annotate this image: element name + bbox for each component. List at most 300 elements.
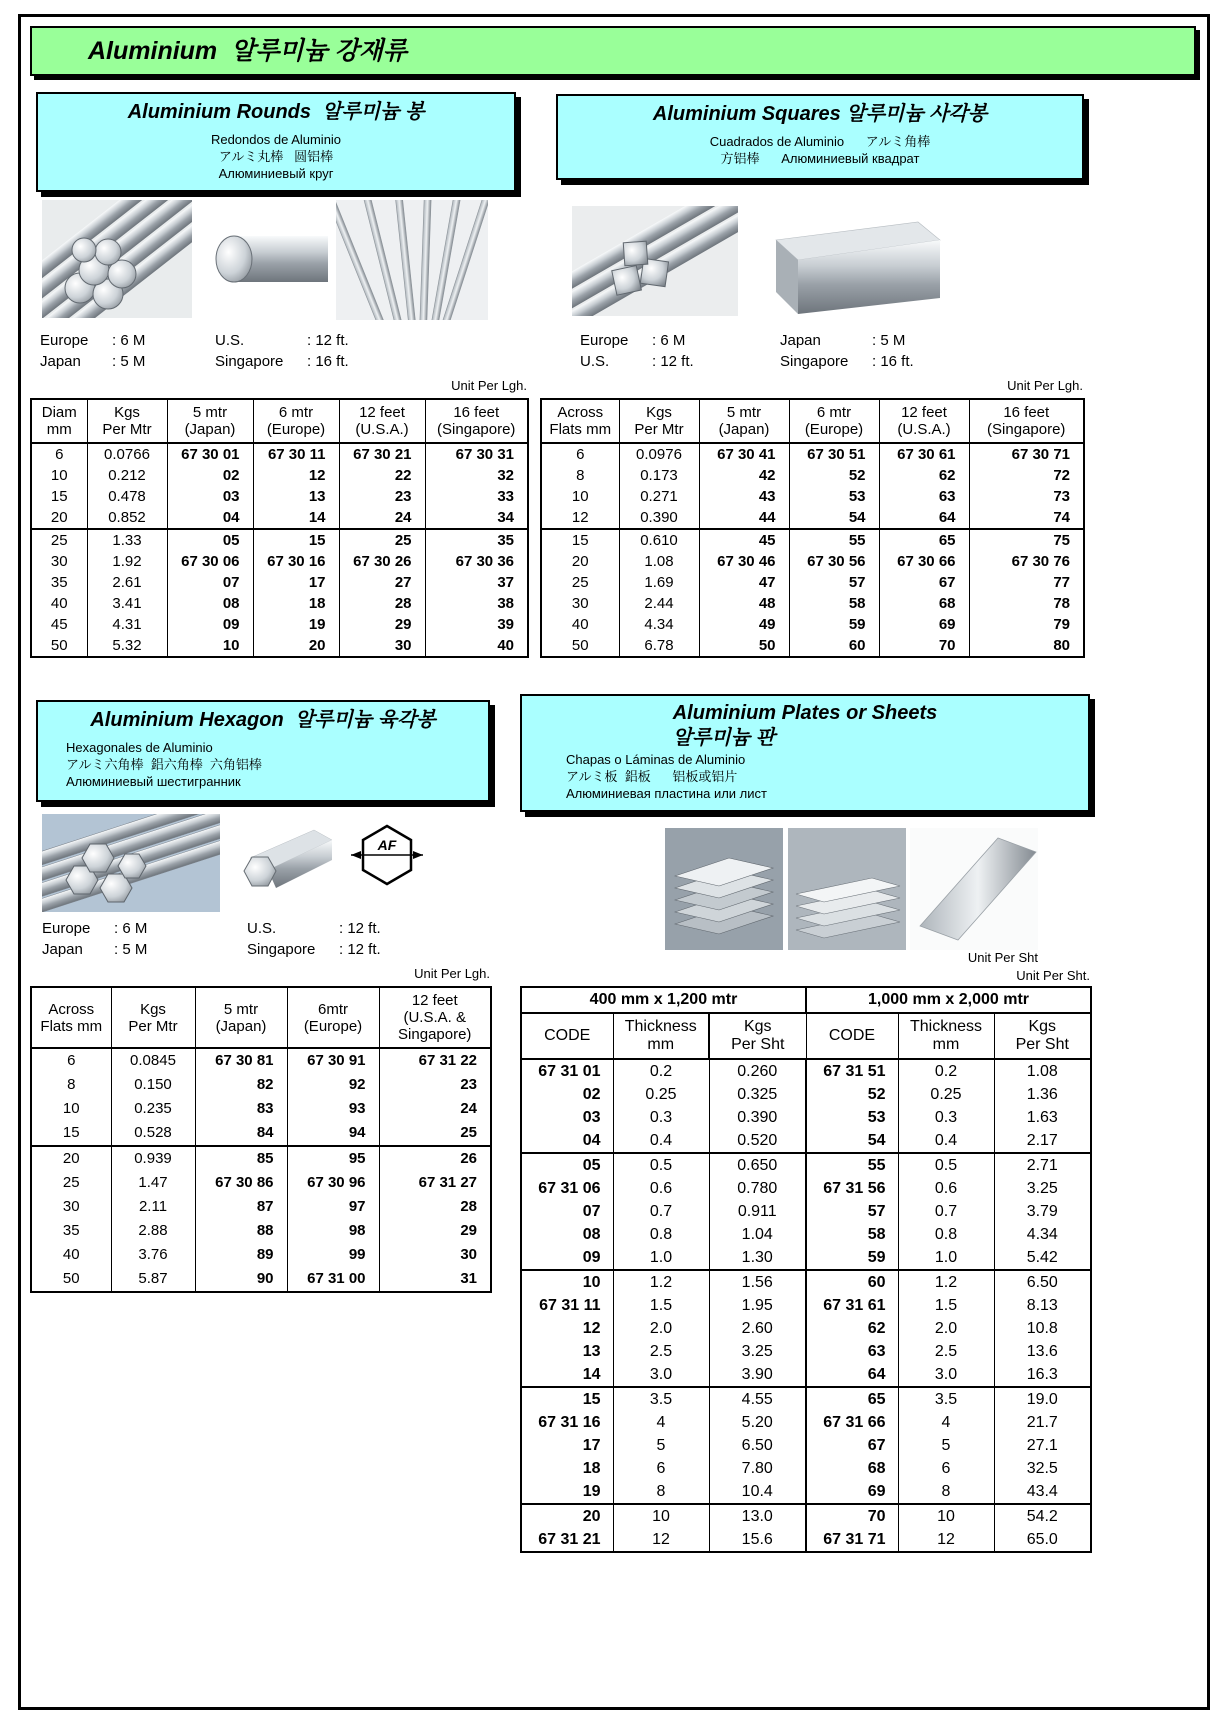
hexagon-section-header [36, 700, 490, 802]
rounds-subtitle-spanish: Redondos de Aluminio [210, 132, 342, 147]
table-row [521, 1153, 1091, 1177]
size-cell: 25 [62, 1174, 80, 1191]
squares-title: Aluminium Squares 알루미늄 사각봉 [652, 103, 988, 125]
code-cell: 33 [425, 486, 528, 507]
kgs-cell: 1.08 [994, 1059, 1091, 1083]
table-row [31, 572, 528, 593]
code-cell: 90 [195, 1267, 287, 1292]
code-cell: 97 [287, 1195, 379, 1219]
squares-photo-bundle [572, 206, 738, 316]
kgs-cell: 2.88 [111, 1219, 195, 1243]
plates-unit-note: Unit Per Sht. [1016, 968, 1090, 983]
length-value: : 16 ft. [307, 353, 349, 370]
sheet-size-header: 1,000 mm x 2,000 mtr [806, 987, 1091, 1013]
table-row [541, 572, 1084, 593]
diam-cell: 45 [50, 616, 68, 633]
hexagon-unit-note: Unit Per Lgh. [414, 966, 490, 981]
page-title-banner [30, 26, 1196, 76]
thickness-cell: 0.25 [898, 1083, 994, 1106]
table-row [31, 443, 528, 465]
table-row [31, 1048, 491, 1073]
code-cell: 67 30 26 [339, 551, 425, 572]
kgs-cell: 0.390 [619, 507, 699, 529]
table-row [31, 1073, 491, 1097]
thickness-cell: 8 [898, 1480, 994, 1504]
kgs-cell: 0.911 [709, 1200, 806, 1223]
kgs-cell: 0.390 [709, 1106, 806, 1129]
column-header: 6mtr (Europe) [287, 987, 379, 1048]
thickness-cell: 12 [613, 1528, 709, 1552]
thickness-cell: 3.0 [898, 1363, 994, 1387]
code-cell: 93 [287, 1097, 379, 1121]
kgs-cell: 0.150 [111, 1073, 195, 1097]
table-row [521, 1411, 1091, 1434]
table-row [31, 529, 528, 551]
length-value: : 5 M [872, 332, 906, 349]
kgs-cell: 2.17 [994, 1129, 1091, 1153]
length-value: : 6 M [112, 332, 146, 349]
code-cell: 98 [287, 1219, 379, 1243]
kgs-cell: 0.520 [709, 1129, 806, 1153]
kgs-cell: 0.0845 [111, 1048, 195, 1073]
code-cell: 89 [195, 1243, 287, 1267]
length-line [780, 351, 914, 372]
code-cell: 38 [425, 593, 528, 614]
diam-cell: 25 [31, 529, 87, 551]
rounds-table-body [31, 443, 528, 657]
thickness-cell: 0.2 [613, 1059, 709, 1083]
code-cell: 70 [879, 635, 969, 657]
code-cell: 62 [806, 1317, 898, 1340]
rounds-table-header-row [31, 399, 528, 443]
table-row [521, 1059, 1091, 1083]
plates-table-header-row [521, 1013, 1091, 1059]
column-header: 5 mtr (Japan) [195, 987, 287, 1048]
table-row [31, 551, 528, 572]
rounds-photo-bar [200, 206, 328, 314]
code-cell: 09 [582, 1249, 601, 1266]
code-cell: 54 [806, 1129, 898, 1153]
kgs-cell: 1.92 [87, 551, 167, 572]
kgs-cell: 1.63 [994, 1106, 1091, 1129]
squares-table-body [541, 443, 1084, 657]
length-value: : 6 M [652, 332, 686, 349]
code-cell: 67 30 41 [699, 443, 789, 465]
table-row [521, 1480, 1091, 1504]
length-label: Singapore [215, 353, 284, 370]
code-cell: 31 [379, 1267, 491, 1292]
plates-section-header [520, 694, 1090, 812]
length-column [580, 330, 780, 372]
size-cell: 6 [576, 446, 585, 463]
rounds-subtitle-japanese-chinese: アルミ丸棒 圆铝棒 [218, 149, 334, 164]
code-cell: 37 [425, 572, 528, 593]
kgs-cell: 3.76 [111, 1243, 195, 1267]
column-header: 6 mtr (Europe) [253, 399, 339, 443]
column-header: Across Flats mm [541, 399, 619, 443]
thickness-cell: 1.0 [898, 1246, 994, 1270]
thickness-cell: 0.25 [613, 1083, 709, 1106]
thickness-cell: 5 [898, 1434, 994, 1457]
kgs-cell: 4.31 [87, 614, 167, 635]
kgs-cell: 3.90 [709, 1363, 806, 1387]
table-row [541, 551, 1084, 572]
code-cell: 67 30 46 [699, 551, 789, 572]
thickness-cell: 0.3 [613, 1106, 709, 1129]
code-cell: 10 [521, 1270, 613, 1294]
code-cell: 26 [379, 1146, 491, 1171]
diam-cell: 30 [50, 553, 68, 570]
kgs-cell: 21.7 [994, 1411, 1091, 1434]
code-cell: 28 [379, 1195, 491, 1219]
thickness-cell: 4 [613, 1411, 709, 1434]
column-header: 16 feet (Singapore) [969, 399, 1084, 443]
length-column [42, 918, 247, 960]
rounds-photo-rods-fan [336, 200, 488, 320]
table-row [31, 1195, 491, 1219]
length-value: : 5 M [114, 941, 148, 958]
code-cell: 67 30 36 [425, 551, 528, 572]
code-cell: 39 [425, 614, 528, 635]
thickness-cell: 0.7 [613, 1200, 709, 1223]
table-row [521, 1294, 1091, 1317]
code-cell: 42 [699, 465, 789, 486]
code-cell: 07 [167, 572, 253, 593]
code-cell: 67 31 27 [379, 1171, 491, 1195]
code-cell: 75 [969, 529, 1084, 551]
code-cell: 52 [789, 465, 879, 486]
thickness-cell: 0.5 [898, 1153, 994, 1177]
code-cell: 05 [167, 529, 253, 551]
kgs-cell: 0.235 [111, 1097, 195, 1121]
thickness-cell: 0.4 [898, 1129, 994, 1153]
table-row [541, 443, 1084, 465]
thickness-cell: 0.2 [898, 1059, 994, 1083]
kgs-cell: 0.478 [87, 486, 167, 507]
kgs-cell: 43.4 [994, 1480, 1091, 1504]
plates-table-body [521, 1059, 1091, 1552]
length-label: Japan [40, 353, 81, 370]
size-cell: 25 [571, 574, 589, 591]
length-label: Singapore [780, 353, 849, 370]
length-column [780, 330, 914, 372]
kgs-cell: 0.0766 [87, 443, 167, 465]
thickness-cell: 5 [613, 1434, 709, 1457]
table-row [31, 1121, 491, 1146]
code-cell: 74 [969, 507, 1084, 529]
column-header: 12 feet (U.S.A. & Singapore) [379, 987, 491, 1048]
table-row [521, 1340, 1091, 1363]
code-cell: 17 [253, 572, 339, 593]
code-cell: 55 [806, 1153, 898, 1177]
kgs-cell: 1.33 [87, 529, 167, 551]
thickness-cell: 0.7 [898, 1200, 994, 1223]
code-cell: 67 [879, 572, 969, 593]
length-line [40, 330, 215, 351]
table-row [541, 486, 1084, 507]
code-cell: 67 31 66 [806, 1411, 898, 1434]
kgs-cell: 4.55 [709, 1387, 806, 1411]
thickness-cell: 0.8 [898, 1223, 994, 1246]
column-header: 12 feet (U.S.A.) [879, 399, 969, 443]
code-cell: 67 30 81 [195, 1048, 287, 1073]
plates-title-line2: 알루미늄 판 [672, 727, 775, 749]
kgs-cell: 3.79 [994, 1200, 1091, 1223]
table-row [31, 507, 528, 529]
kgs-cell: 10.4 [709, 1480, 806, 1504]
table-row [521, 1177, 1091, 1200]
kgs-cell: 0.528 [111, 1121, 195, 1146]
length-label: U.S. [580, 353, 610, 370]
rounds-table [30, 398, 529, 658]
code-cell: 67 31 51 [806, 1059, 898, 1083]
hexagon-subtitle-russian: Алюминиевый шестигранник [66, 774, 241, 789]
table-row [521, 1246, 1091, 1270]
length-label: Europe [580, 332, 629, 349]
table-row [521, 1129, 1091, 1153]
code-cell: 79 [969, 614, 1084, 635]
code-cell: 34 [425, 507, 528, 529]
squares-section-header [556, 94, 1084, 180]
diam-cell: 6 [55, 446, 64, 463]
code-cell: 73 [969, 486, 1084, 507]
thickness-cell: 1.2 [613, 1270, 709, 1294]
thickness-cell: 3.5 [613, 1387, 709, 1411]
code-cell: 53 [806, 1106, 898, 1129]
table-row [521, 1457, 1091, 1480]
kgs-cell: 0.271 [619, 486, 699, 507]
code-cell: 59 [789, 614, 879, 635]
kgs-cell: 1.69 [619, 572, 699, 593]
size-cell: 20 [571, 553, 589, 570]
length-value: : 12 ft. [307, 332, 349, 349]
column-header: Kgs Per Mtr [619, 399, 699, 443]
code-cell: 47 [699, 572, 789, 593]
thickness-cell: 1.0 [613, 1246, 709, 1270]
size-cell: 40 [62, 1246, 80, 1263]
kgs-cell: 3.25 [994, 1177, 1091, 1200]
kgs-cell: 65.0 [994, 1528, 1091, 1552]
code-cell: 70 [806, 1504, 898, 1528]
kgs-cell: 1.56 [709, 1270, 806, 1294]
column-header: Kgs Per Mtr [111, 987, 195, 1048]
length-column [215, 330, 349, 372]
kgs-cell: 0.325 [709, 1083, 806, 1106]
length-label: Europe [42, 920, 91, 937]
size-cell: 8 [67, 1076, 76, 1093]
code-cell: 53 [789, 486, 879, 507]
table-row [31, 486, 528, 507]
kgs-cell: 1.30 [709, 1246, 806, 1270]
plates-photo-stack-2 [788, 828, 906, 950]
column-header: Kgs Per Mtr [87, 399, 167, 443]
code-cell: 67 31 01 [538, 1063, 601, 1080]
code-cell: 57 [806, 1200, 898, 1223]
code-cell: 67 31 11 [539, 1297, 601, 1314]
plates-table [520, 986, 1092, 1553]
length-value: : 12 ft. [339, 920, 381, 937]
table-row [521, 1504, 1091, 1528]
code-cell: 68 [806, 1457, 898, 1480]
code-cell: 67 31 56 [806, 1177, 898, 1200]
table-row [31, 1146, 491, 1171]
column-header: CODE [806, 1013, 898, 1059]
code-cell: 14 [582, 1366, 601, 1383]
kgs-cell: 2.60 [709, 1317, 806, 1340]
code-cell: 64 [879, 507, 969, 529]
code-cell: 67 30 71 [969, 443, 1084, 465]
code-cell: 49 [699, 614, 789, 635]
code-cell: 67 31 61 [806, 1294, 898, 1317]
thickness-cell: 8 [613, 1480, 709, 1504]
thickness-cell: 4 [898, 1411, 994, 1434]
code-cell: 45 [699, 529, 789, 551]
thickness-cell: 2.0 [613, 1317, 709, 1340]
code-cell: 64 [806, 1363, 898, 1387]
kgs-cell: 10.8 [994, 1317, 1091, 1340]
code-cell: 27 [339, 572, 425, 593]
diam-cell: 40 [50, 595, 68, 612]
table-row [31, 465, 528, 486]
rounds-unit-note: Unit Per Lgh. [451, 378, 527, 393]
code-cell: 12 [253, 465, 339, 486]
squares-photo-bar [748, 200, 944, 318]
length-line [580, 330, 780, 351]
size-cell: 20 [31, 1146, 111, 1171]
code-cell: 84 [195, 1121, 287, 1146]
length-value: : 5 M [112, 353, 146, 370]
code-cell: 94 [287, 1121, 379, 1146]
code-cell: 63 [879, 486, 969, 507]
length-line [247, 939, 381, 960]
squares-table-header-row [541, 399, 1084, 443]
code-cell: 67 31 22 [379, 1048, 491, 1073]
thickness-cell: 3.5 [898, 1387, 994, 1411]
code-cell: 69 [806, 1480, 898, 1504]
size-cell: 8 [576, 467, 585, 484]
rounds-length-info [40, 330, 349, 372]
table-row [521, 1083, 1091, 1106]
length-line [215, 351, 349, 372]
kgs-cell: 2.71 [994, 1153, 1091, 1177]
code-cell: 08 [582, 1226, 601, 1243]
size-cell: 30 [571, 595, 589, 612]
thickness-cell: 0.6 [613, 1177, 709, 1200]
length-line [40, 351, 215, 372]
length-line [42, 918, 247, 939]
code-cell: 02 [167, 465, 253, 486]
length-label: Japan [780, 332, 821, 349]
plates-photo-unit-note: Unit Per Sht [967, 950, 1038, 965]
table-row [541, 529, 1084, 551]
code-cell: 82 [195, 1073, 287, 1097]
squares-unit-note: Unit Per Lgh. [1007, 378, 1083, 393]
code-cell: 55 [789, 529, 879, 551]
table-row [31, 1243, 491, 1267]
code-cell: 67 31 21 [538, 1531, 601, 1548]
code-cell: 29 [339, 614, 425, 635]
code-cell: 95 [287, 1146, 379, 1171]
column-header: 5 mtr (Japan) [167, 399, 253, 443]
length-line [247, 918, 381, 939]
code-cell: 19 [253, 614, 339, 635]
kgs-cell: 15.6 [709, 1528, 806, 1552]
size-cell: 35 [62, 1222, 80, 1239]
hexagon-table-body [31, 1048, 491, 1292]
hexagon-title: Aluminium Hexagon 알루미늄 육각봉 [90, 709, 436, 731]
length-line [215, 330, 349, 351]
code-cell: 54 [789, 507, 879, 529]
code-cell: 48 [699, 593, 789, 614]
code-cell: 63 [806, 1340, 898, 1363]
column-header: Kgs Per Sht [994, 1013, 1091, 1059]
kgs-cell: 0.939 [111, 1146, 195, 1171]
code-cell: 28 [339, 593, 425, 614]
code-cell: 35 [425, 529, 528, 551]
code-cell: 05 [521, 1153, 613, 1177]
table-row [521, 1387, 1091, 1411]
af-label: AF [377, 837, 397, 853]
table-row [521, 1528, 1091, 1552]
code-cell: 57 [789, 572, 879, 593]
kgs-cell: 0.650 [709, 1153, 806, 1177]
kgs-cell: 5.32 [87, 635, 167, 657]
column-header: Diam mm [31, 399, 87, 443]
code-cell: 78 [969, 593, 1084, 614]
kgs-cell: 3.41 [87, 593, 167, 614]
sheet-size-header: 400 mm x 1,200 mtr [521, 987, 806, 1013]
plates-photo-stack-1 [665, 828, 783, 950]
kgs-cell: 19.0 [994, 1387, 1091, 1411]
size-cell: 12 [571, 509, 589, 526]
length-value: : 12 ft. [339, 941, 381, 958]
diam-cell: 35 [50, 574, 68, 591]
code-cell: 67 30 31 [425, 443, 528, 465]
plates-size-header-row [521, 987, 1091, 1013]
hexagon-subtitle-spanish: Hexagonales de Aluminio [66, 740, 213, 755]
plates-title-block [522, 701, 1088, 751]
code-cell: 40 [425, 635, 528, 657]
size-cell: 15 [62, 1124, 80, 1141]
column-header: Thickness mm [613, 1013, 709, 1059]
squares-subtitle-chinese-russian: 方铝棒 Алюминиевый квадрат [720, 151, 920, 166]
kgs-cell: 2.44 [619, 593, 699, 614]
code-cell: 23 [339, 486, 425, 507]
code-cell: 24 [339, 507, 425, 529]
code-cell: 23 [379, 1073, 491, 1097]
code-cell: 67 30 76 [969, 551, 1084, 572]
length-line [780, 330, 914, 351]
code-cell: 25 [339, 529, 425, 551]
table-row [521, 1317, 1091, 1340]
code-cell: 99 [287, 1243, 379, 1267]
code-cell: 29 [379, 1219, 491, 1243]
table-row [521, 1270, 1091, 1294]
thickness-cell: 3.0 [613, 1363, 709, 1387]
kgs-cell: 0.173 [619, 465, 699, 486]
table-row [31, 635, 528, 657]
table-row [521, 1434, 1091, 1457]
size-cell: 50 [571, 637, 589, 654]
squares-subtitle-spanish-japanese: Cuadrados de Aluminio アルミ角棒 [709, 134, 931, 149]
kgs-cell: 4.34 [994, 1223, 1091, 1246]
code-cell: 08 [167, 593, 253, 614]
table-row [31, 1097, 491, 1121]
code-cell: 18 [253, 593, 339, 614]
code-cell: 67 30 66 [879, 551, 969, 572]
rounds-title: Aluminium Rounds 알루미늄 봉 [127, 101, 425, 123]
length-value: : 16 ft. [872, 353, 914, 370]
